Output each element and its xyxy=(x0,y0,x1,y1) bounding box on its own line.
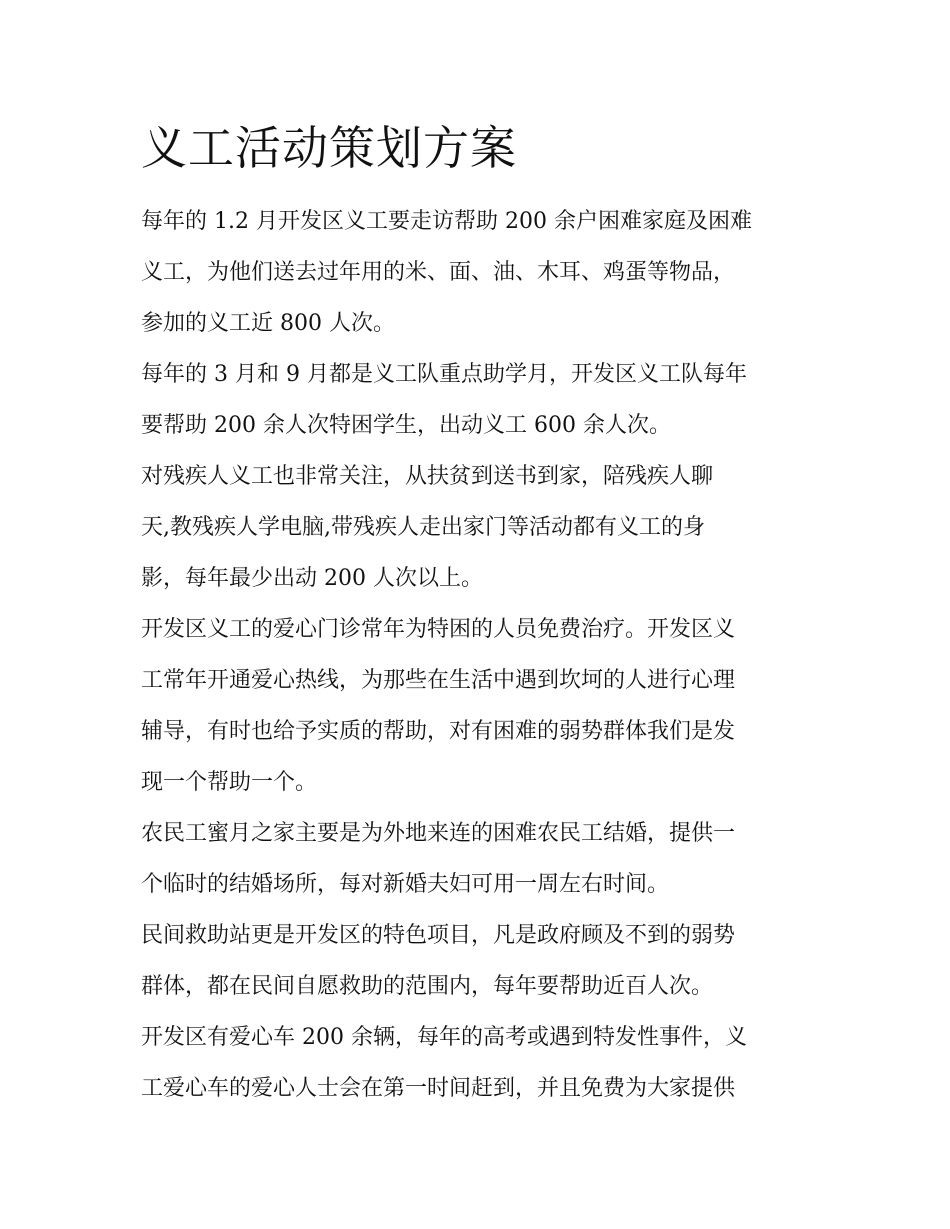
text-line: 工常年开通爱心热线，为那些在生活中遇到坎坷的人进行心理 xyxy=(141,668,736,693)
text-line: 义工，为他们送去过年用的米、面、油、木耳、鸡蛋等物品， xyxy=(141,260,736,285)
paragraph-winter-visits xyxy=(141,196,821,349)
text-line: 对残疾人义工也非常关注，从扶贫到送书到家，陪残疾人聊 xyxy=(141,464,714,489)
text-line: 民间救助站更是开发区的特色项目，凡是政府顾及不到的弱势 xyxy=(141,923,736,948)
paragraph-charity-cars xyxy=(141,1012,821,1114)
paragraph-honeymoon-home xyxy=(141,808,821,910)
text-line: 个临时的结婚场所，每对新婚夫妇可用一周左右时间。 xyxy=(141,872,670,897)
text-line: 辅导，有时也给予实质的帮助，对有困难的弱势群体我们是发 xyxy=(141,719,736,744)
paragraph-rescue-station xyxy=(141,910,821,1012)
text-line: 现一个帮助一个。 xyxy=(141,770,318,795)
text-line: 工爱心车的爱心人士会在第一时间赶到，并且免费为大家提供 xyxy=(141,1076,736,1101)
text-line: 天,教残疾人学电脑,带残疾人走出家门等活动都有义工的身 xyxy=(141,515,705,540)
text-line: 每年的 1.2 月开发区义工要走访帮助 200 余户困难家庭及困难 xyxy=(141,209,752,234)
text-line: 要帮助 200 余人次特困学生，出动义工 600 余人次。 xyxy=(141,413,671,438)
text-line: 影，每年最少出动 200 人次以上。 xyxy=(141,566,483,591)
text-line: 参加的义工近 800 人次。 xyxy=(141,311,395,336)
document-title: 义工活动策划方案 xyxy=(141,121,517,175)
text-line: 农民工蜜月之家主要是为外地来连的困难农民工结婚，提供一 xyxy=(141,821,736,846)
text-line: 群体，都在民间自愿救助的范围内，每年要帮助近百人次。 xyxy=(141,974,714,999)
text-line: 开发区义工的爱心门诊常年为特困的人员免费治疗。开发区义 xyxy=(141,617,736,642)
document-body xyxy=(141,196,821,1114)
paragraph-disabled-support xyxy=(141,451,821,604)
paragraph-study-aid-months xyxy=(141,349,821,451)
text-line: 开发区有爱心车 200 余辆，每年的高考或遇到特发性事件，义 xyxy=(141,1025,747,1050)
text-line: 每年的 3 月和 9 月都是义工队重点助学月，开发区义工队每年 xyxy=(141,362,747,387)
paragraph-charity-clinic xyxy=(141,604,821,808)
